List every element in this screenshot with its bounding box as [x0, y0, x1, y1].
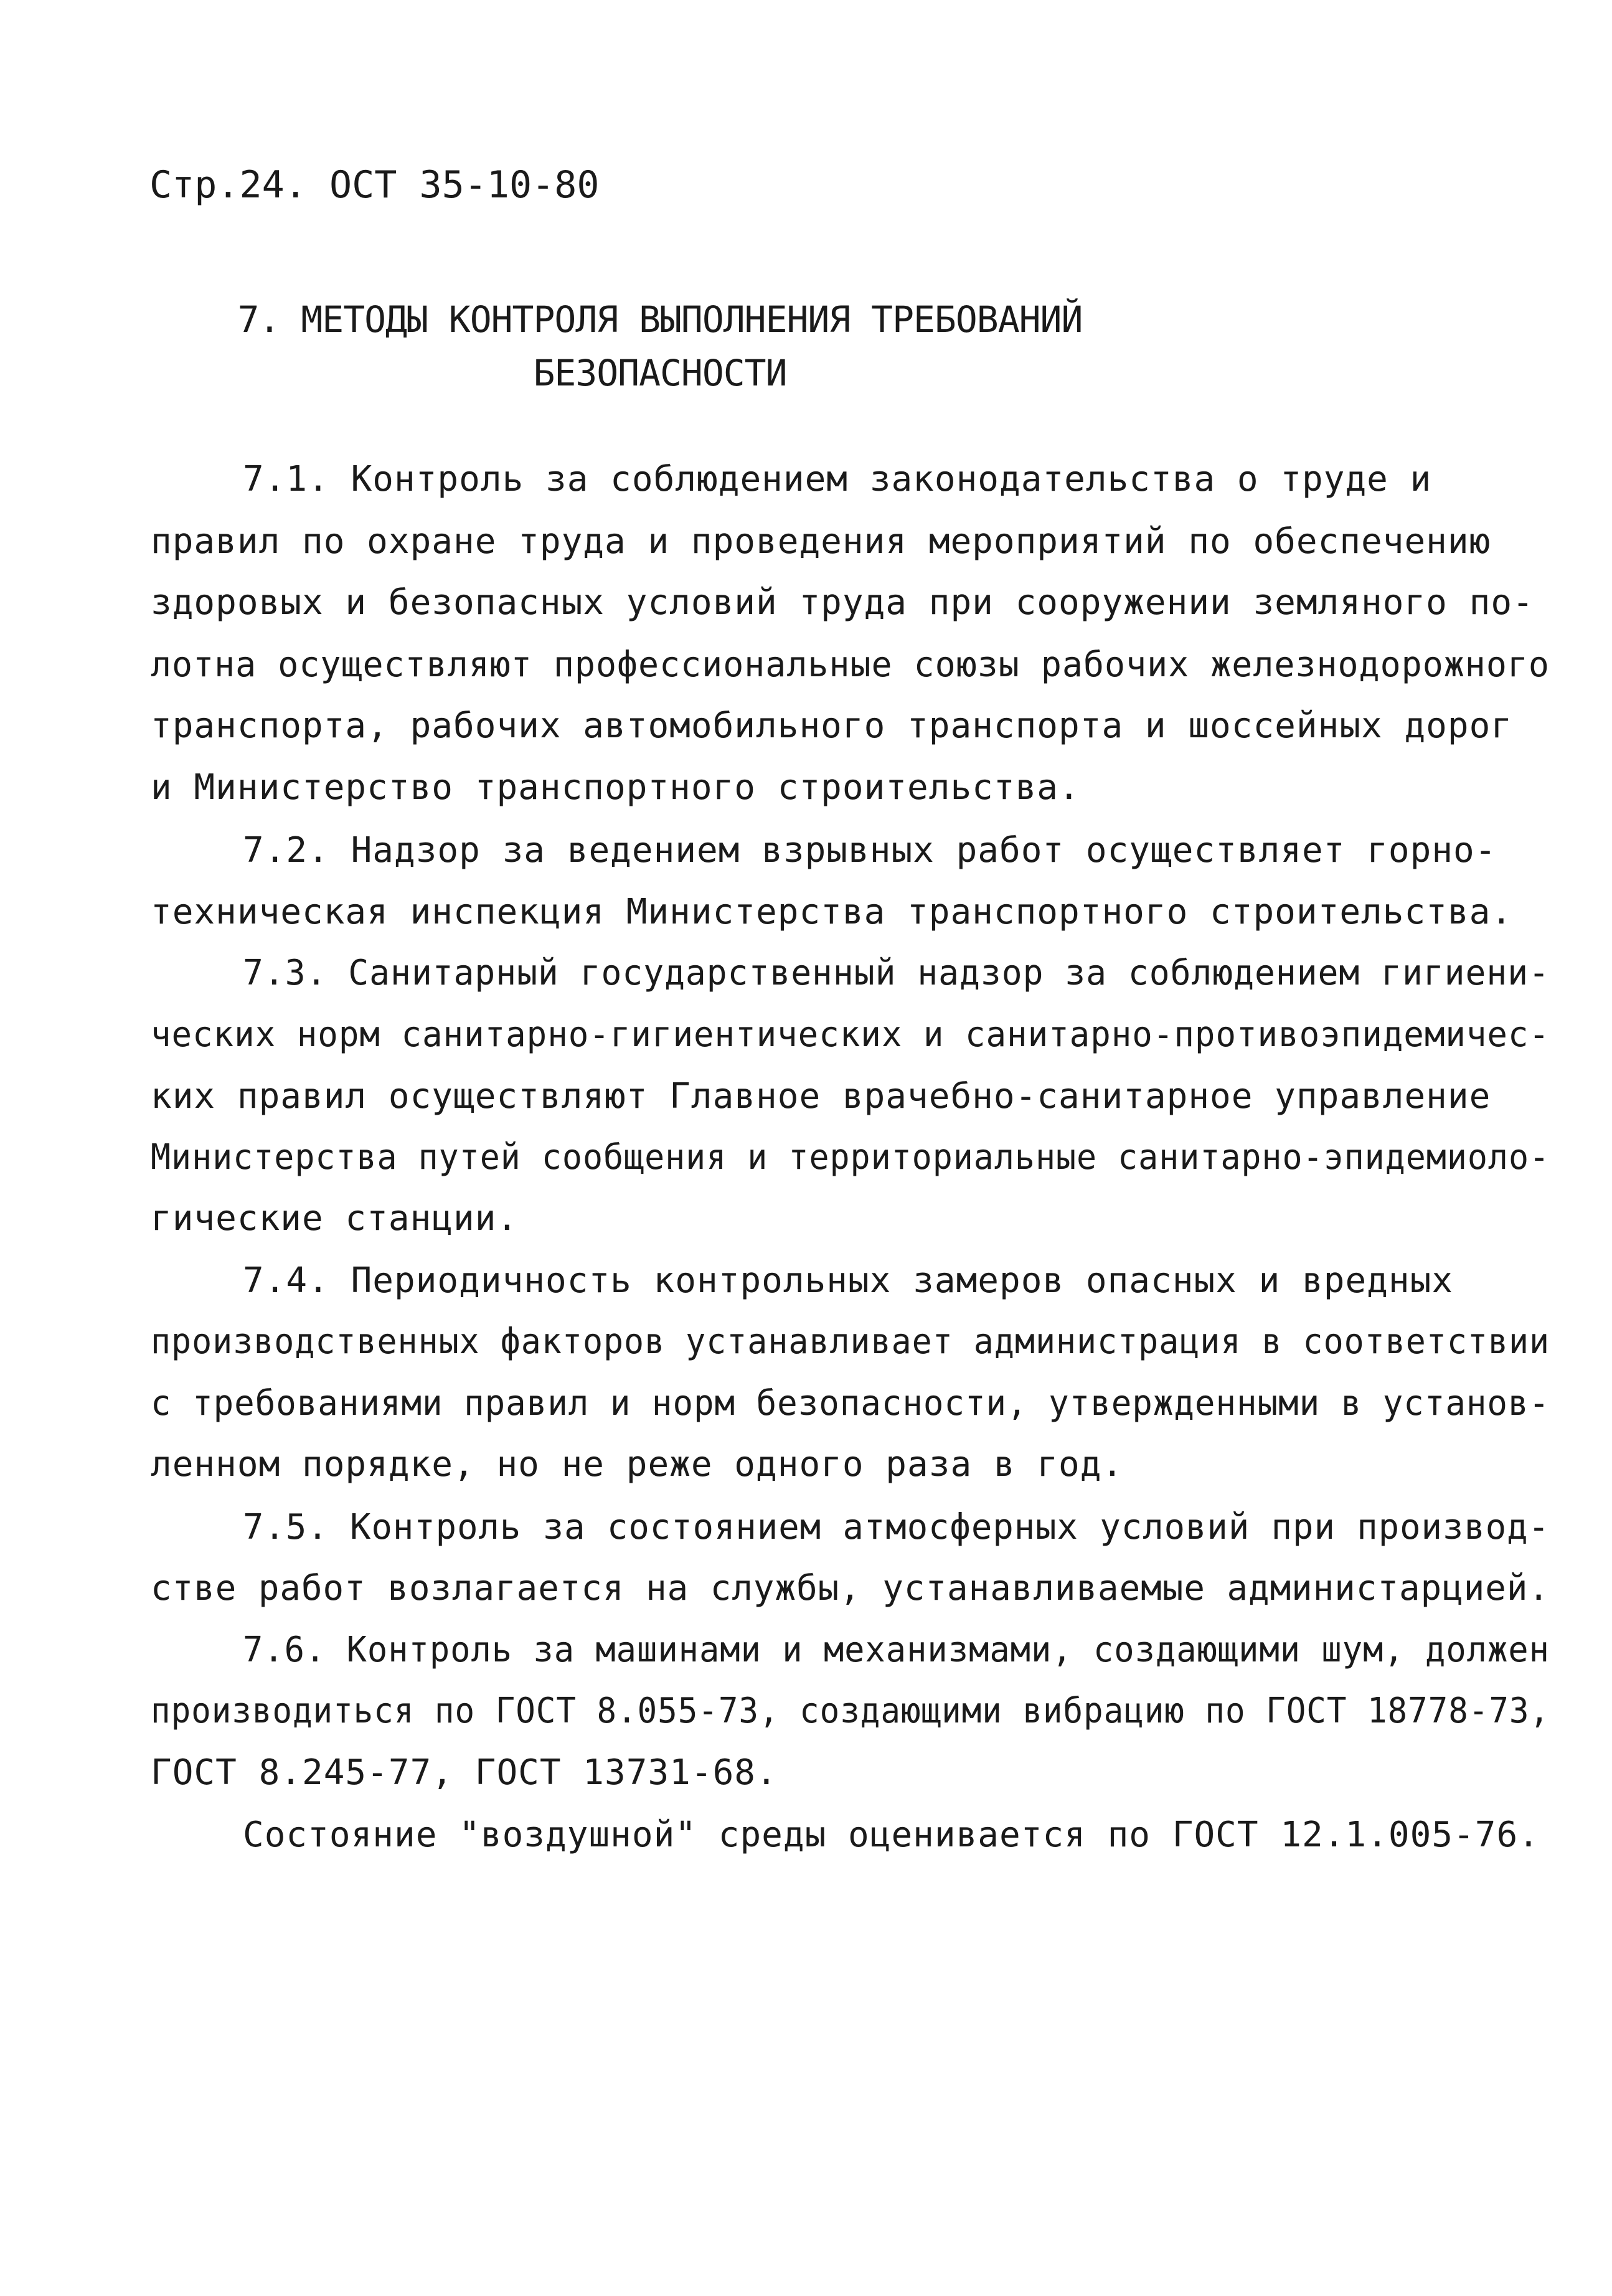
section-title-line-2: БЕЗОПАСНОСТИ — [533, 352, 787, 394]
paragraph-7-6-line: ГОСТ 8.245-77, ГОСТ 13731-68. — [151, 1752, 778, 1793]
paragraph-7-3-line: ких правил осуществляют Главное врачебно-санитарное управление — [151, 1076, 1491, 1117]
paragraph-7-3-line: ческих норм санитарно-гигиентических и санитарно-противоэпидемичес- — [151, 1014, 1550, 1055]
paragraph-7-5-line: стве работ возлагается на службы, устанавливаемые администарцией. — [151, 1568, 1550, 1609]
paragraph-7-1-line: лотна осуществляют профессиональные союзы рабочих железнодорожного — [151, 645, 1550, 685]
section-title — [146, 293, 1174, 400]
section-title-line-1: 7. МЕТОДЫ КОНТРОЛЯ ВЫПОЛНЕНИЯ ТРЕБОВАНИЙ — [237, 298, 1083, 341]
paragraph-7-6-line: 7.6. Контроль за машинами и механизмами, создающими шум, должен — [243, 1630, 1550, 1670]
paragraph-7-1-line: здоровых и безопасных условий труда при сооружении земляного по- — [151, 582, 1534, 623]
paragraph-7-5-line: 7.5. Контроль за состоянием атмосферных условий при производ- — [243, 1507, 1550, 1547]
paragraph-7-3-line: Министерства путей сообщения и территориальные санитарно-эпидемиоло- — [151, 1137, 1550, 1178]
paragraph-7-4-line: 7.4. Периодичность контрольных замеров опасных и вредных — [243, 1260, 1454, 1301]
paragraph-7-3-line: 7.3. Санитарный государственный надзор за соблюдением гигиени- — [243, 953, 1550, 993]
paragraph-7-4-line: производственных факторов устанавливает администрация в соответствии — [151, 1321, 1550, 1362]
paragraph-7-1-line: и Министерство транспортного строительства. — [151, 767, 1080, 808]
paragraph-7-1-line: 7.1. Контроль за соблюдением законодательства о труде и — [243, 459, 1432, 499]
paragraph-7-4-line: с требованиями правил и норм безопасности, утвержденными в установ- — [151, 1383, 1550, 1424]
paragraph-7-2-line: техническая инспекция Министерства транспортного строительства. — [151, 892, 1513, 932]
paragraph-7-2-line: 7.2. Надзор за ведением взрывных работ осуществляет горно- — [243, 830, 1497, 871]
paragraph-7-1-line: правил по охране труда и проведения мероприятий по обеспечению — [151, 521, 1491, 562]
page-header: Стр.24. ОСТ 35-10-80 — [149, 163, 600, 207]
paragraph-7-1-line: транспорта, рабочих автомобильного транспорта и шоссейных дорог — [151, 706, 1513, 746]
paragraph-7-6-line: производиться по ГОСТ 8.055-73, создающими вибрацию по ГОСТ 18778-73, — [151, 1691, 1550, 1731]
air-quality-paragraph: Состояние "воздушной" среды оценивается по ГОСТ 12.1.005-76. — [243, 1815, 1540, 1855]
paragraph-7-4-line: ленном порядке, но не реже одного раза в год. — [151, 1444, 1124, 1485]
paragraph-7-3-line: гические станции. — [151, 1198, 519, 1239]
